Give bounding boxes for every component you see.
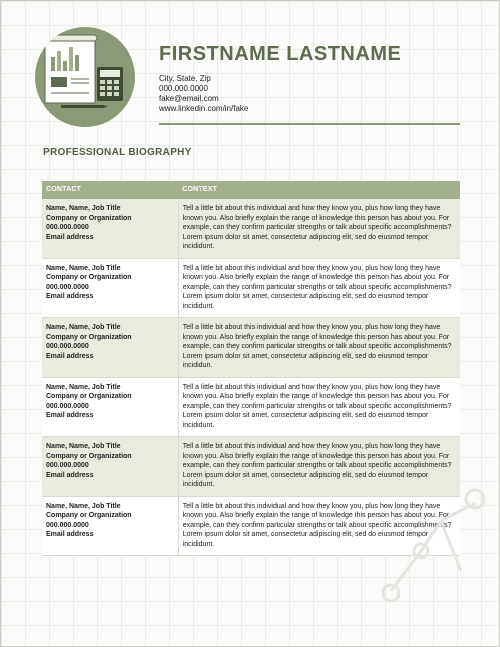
reference-email: Email address (46, 233, 94, 241)
column-header-context: CONTEXT (178, 181, 460, 199)
table-row (42, 318, 460, 378)
context-cell: Tell a little bit about this individual and how they know you, plus how long they have known you. Also briefly explain the range of knowledge this person has about you. For example, can they confirm particular strengths or talk about specific accomplishments? Lorem ipsum dolor sit amet, consectetur adipiscing elit, sed do eiusmod tempor incididunt. (178, 496, 460, 556)
table-header-row (42, 181, 460, 199)
reference-name: Name, Name, Job Title (46, 205, 121, 212)
contact-cell (42, 437, 178, 497)
context-cell: Tell a little bit about this individual and how they know you, plus how long they have known you. Also briefly explain the range of knowledge this person has about you. For example, can they confirm particular strengths or talk about specific accomplishments? Lorem ipsum dolor sit amet, consectetur adipiscing elit, sed do eiusmod tempor incididunt. (178, 437, 460, 497)
reference-phone: 000.000.0000 (46, 462, 89, 470)
table-row (42, 258, 460, 318)
context-cell: Tell a little bit about this individual and how they know you, plus how long they have known you. Also briefly explain the range of knowledge this person has about you. For example, can they confirm particular strengths or talk about specific accomplishments? Lorem ipsum dolor sit amet, consectetur adipiscing elit, sed do eiusmod tempor incididunt. (178, 199, 460, 258)
email-link[interactable]: fake@email.com (159, 94, 219, 103)
header-divider (159, 123, 460, 125)
reference-phone: 000.000.0000 (46, 283, 89, 291)
reference-email: Email address (46, 531, 94, 539)
reference-name: Name, Name, Job Title (46, 264, 121, 272)
reference-name: Name, Name, Job Title (46, 324, 121, 331)
location: City, State, Zip (159, 74, 211, 83)
reference-name: Name, Name, Job Title (46, 443, 121, 450)
network-decoration-icon (381, 481, 499, 646)
section-title: PROFESSIONAL BIOGRAPHY (43, 147, 192, 158)
table-row (42, 199, 460, 258)
reference-phone: 000.000.0000 (46, 521, 89, 529)
linkedin-link[interactable]: www.linkedin.com/in/fake (159, 104, 249, 113)
reference-company: Company or Organization (46, 333, 132, 341)
reference-email: Email address (46, 352, 94, 360)
reference-name: Name, Name, Job Title (46, 383, 121, 391)
reference-name: Name, Name, Job Title (46, 502, 121, 510)
contact-cell (42, 258, 178, 318)
reference-email: Email address (46, 293, 94, 301)
contact-cell (42, 199, 178, 258)
contact-cell (42, 496, 178, 556)
context-cell: Tell a little bit about this individual and how they know you, plus how long they have known you. Also briefly explain the range of knowledge this person has about you. For example, can they confirm particular strengths or talk about specific accomplishments? Lorem ipsum dolor sit amet, consectetur adipiscing elit, sed do eiusmod tempor incididun. (178, 318, 460, 378)
column-header-contact: CONTACT (42, 181, 178, 199)
phone: 000.000.0000 (159, 84, 208, 93)
context-cell: Tell a little bit about this individual and how they know you, plus how long they have known you. Also briefly explain the range of knowledge this person has about you. For example, can they confirm particular strengths or talk about specific accomplishments? Lorem ipsum dolor sit amet, consectetur adipiscing elit, sed do eiusmod tempor incididunt. (178, 377, 460, 437)
contact-cell (42, 318, 178, 378)
reference-company: Company or Organization (46, 512, 132, 520)
finance-illustration-icon (35, 27, 135, 127)
reference-phone: 000.000.0000 (46, 343, 89, 351)
contact-cell (42, 377, 178, 437)
reference-phone: 000.000.0000 (46, 224, 89, 232)
reference-company: Company or Organization (46, 214, 132, 222)
reference-email: Email address (46, 412, 94, 420)
contact-info (159, 74, 248, 114)
reference-company: Company or Organization (46, 393, 132, 401)
reference-company: Company or Organization (46, 274, 132, 282)
reference-phone: 000.000.0000 (46, 402, 89, 410)
full-name: FIRSTNAME LASTNAME (159, 43, 402, 65)
reference-company: Company or Organization (46, 452, 132, 460)
context-cell: Tell a little bit about this individual and how they know you, plus how long they have known you. Also briefly explain the range of knowledge this person has about you. For example, can they confirm particular strengths or talk about specific accomplishments? Lorem ipsum dolor sit amet, consectetur adipiscing elit, sed do eiusmod tempor incididunt. (178, 258, 460, 318)
reference-email: Email address (46, 471, 94, 479)
table-row (42, 377, 460, 437)
